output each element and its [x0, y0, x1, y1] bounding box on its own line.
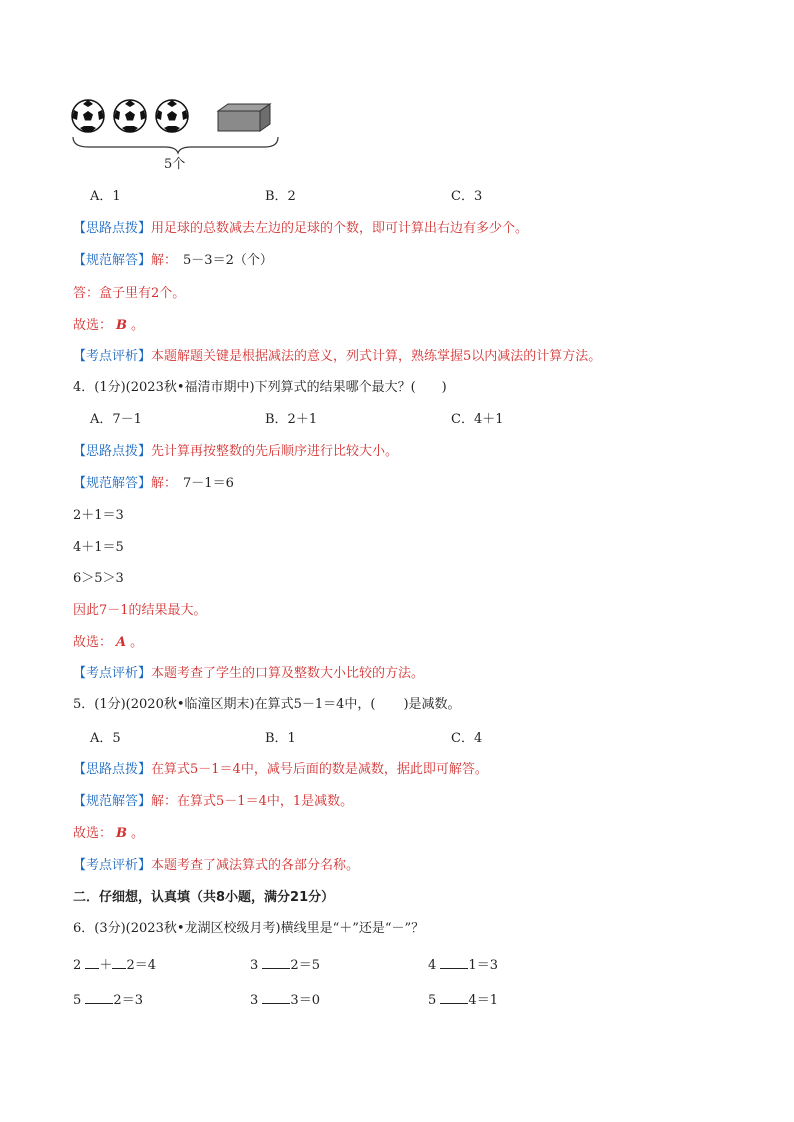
solution-prefix: 解：	[151, 253, 178, 268]
q3-review	[73, 349, 601, 365]
soccer-ball-icon	[72, 100, 104, 132]
q3-solution	[73, 253, 273, 269]
option-c: C．4	[451, 731, 483, 746]
option-c: C．3	[451, 189, 483, 204]
q4-choice	[73, 635, 143, 651]
solution-tag: 【规范解答】	[73, 476, 152, 491]
choice-end: 。	[131, 826, 145, 841]
q5-review	[73, 858, 359, 874]
num-a: 3	[250, 993, 259, 1008]
review-tag: 【考点评析】	[73, 666, 152, 681]
q6-item	[73, 990, 143, 1009]
answer-blank[interactable]	[112, 955, 126, 969]
answer-blank[interactable]	[440, 955, 468, 969]
hint-tag: 【思路点拨】	[73, 221, 152, 236]
num-rest: 3＝0	[290, 993, 320, 1008]
stem-part-b: )是减数。	[403, 697, 461, 712]
review-tag: 【考点评析】	[73, 349, 152, 364]
operator: ＋	[99, 958, 113, 973]
choice-end: 。	[130, 635, 144, 650]
option-a: A．7－1	[90, 412, 142, 427]
section-title: 二．仔细想，认真填（共8小题，满分21分）	[73, 890, 335, 905]
hint-text: 用足球的总数减去左边的足球的个数，即可计算出右边有多少个。	[151, 221, 529, 236]
q5-choice	[73, 826, 144, 842]
option-b: B．2＋1	[265, 412, 318, 427]
hint-text: 在算式5－1＝4中，减号后面的数是减数，据此即可解答。	[151, 762, 488, 777]
choice-letter: B	[116, 318, 128, 333]
answer-blank[interactable]	[85, 955, 99, 969]
solution-prefix: 解：	[151, 476, 178, 491]
q3-answer: 答：盒子里有2个。	[73, 286, 186, 301]
hint-text: 先计算再按整数的先后顺序进行比较大小。	[151, 444, 399, 459]
solution-expr: 7－1＝6	[183, 476, 234, 491]
q6-item	[250, 955, 320, 974]
solution-expr: 5－3＝2（个）	[183, 253, 273, 268]
q4-calc-4: 6＞5＞3	[73, 571, 124, 586]
q6-item	[73, 955, 156, 974]
choice-label: 故选：	[73, 635, 113, 650]
q3-choice	[73, 318, 144, 334]
option-b: B．2	[265, 189, 296, 204]
num-a: 4	[428, 958, 437, 973]
num-a: 3	[250, 958, 259, 973]
choice-label: 故选：	[73, 826, 113, 841]
solution-tag: 【规范解答】	[73, 794, 152, 809]
q4-stem: 4．(1分)(2023秋•福清市期中)下列算式的结果哪个最大？( )	[73, 380, 447, 395]
q3-hint	[73, 221, 528, 237]
q5-stem	[73, 697, 461, 713]
solution-expr: 在算式5－1＝4中，1是减数。	[177, 794, 354, 809]
q4-calc-3: 4＋1＝5	[73, 540, 124, 555]
answer-blank[interactable]	[440, 990, 468, 1004]
q6-item	[428, 955, 498, 974]
q5-solution	[73, 794, 353, 810]
num-a: 2	[73, 958, 82, 973]
figure-balls-box	[70, 95, 290, 180]
option-b: B．1	[265, 731, 296, 746]
q6-item	[428, 990, 498, 1009]
num-rest: 2＝5	[290, 958, 320, 973]
choice-letter: B	[116, 826, 128, 841]
stem-part-a: 5．(1分)(2020秋•临潼区期末)在算式5－1＝4中，(	[73, 697, 376, 712]
brace-label: 5个	[164, 157, 186, 172]
num-rest: 2＝3	[113, 993, 143, 1008]
choice-letter: A	[116, 635, 127, 650]
answer-blank[interactable]	[262, 990, 290, 1004]
answer-blank[interactable]	[85, 990, 113, 1004]
q4-conclusion: 因此7－1的结果最大。	[73, 603, 207, 618]
answer-blank[interactable]	[262, 955, 290, 969]
solution-tag: 【规范解答】	[73, 253, 152, 268]
box-icon	[218, 104, 270, 131]
review-text: 本题解题关键是根据减法的意义，列式计算，熟练掌握5以内减法的计算方法。	[151, 349, 602, 364]
q4-review	[73, 666, 424, 682]
hint-tag: 【思路点拨】	[73, 444, 152, 459]
num-rest: 1＝3	[468, 958, 498, 973]
review-text: 本题考查了学生的口算及整数大小比较的方法。	[151, 666, 425, 681]
num-rest: 2＝4	[126, 958, 156, 973]
q5-hint	[73, 762, 488, 778]
num-a: 5	[73, 993, 82, 1008]
soccer-ball-icon	[114, 100, 146, 132]
solution-prefix: 解：	[151, 794, 178, 809]
brace-icon	[73, 137, 278, 153]
hint-tag: 【思路点拨】	[73, 762, 152, 777]
review-tag: 【考点评析】	[73, 858, 152, 873]
q4-hint	[73, 444, 398, 460]
num-a: 5	[428, 993, 437, 1008]
soccer-ball-icon	[156, 100, 188, 132]
q4-calc-2: 2＋1＝3	[73, 508, 124, 523]
q6-item	[250, 990, 320, 1009]
option-a: A．1	[90, 189, 121, 204]
choice-label: 故选：	[73, 318, 113, 333]
num-rest: 4＝1	[468, 993, 498, 1008]
choice-end: 。	[131, 318, 145, 333]
q6-stem: 6．(3分)(2023秋•龙湖区校级月考)横线里是“＋”还是“－”？	[73, 921, 425, 936]
option-a: A．5	[90, 731, 121, 746]
option-c: C．4＋1	[451, 412, 504, 427]
review-text: 本题考查了减法算式的各部分名称。	[151, 858, 360, 873]
q4-solution	[73, 476, 234, 492]
